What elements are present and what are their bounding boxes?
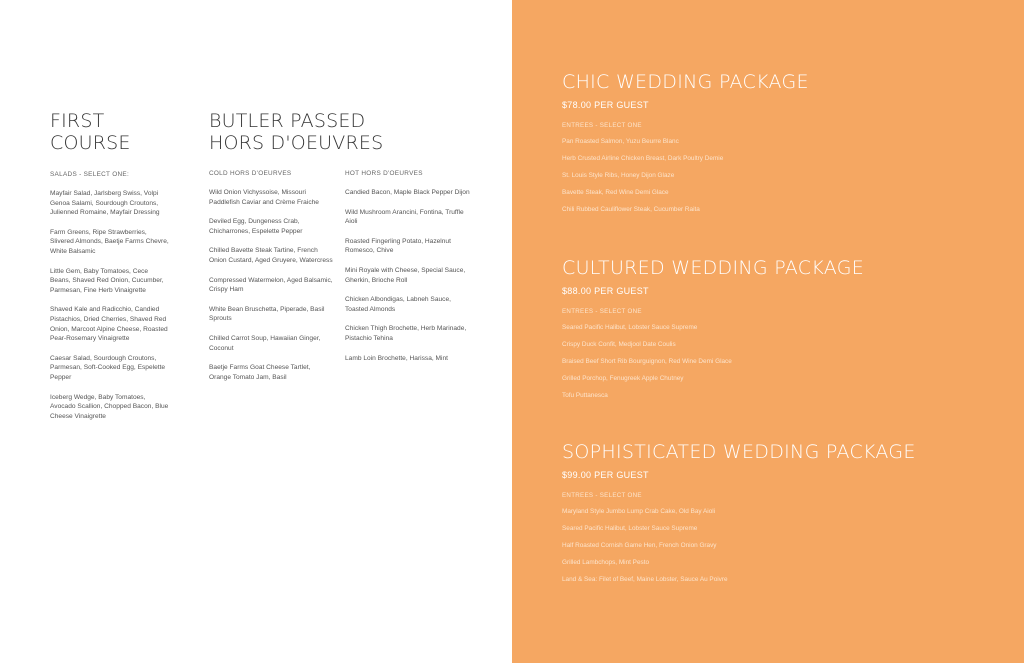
first-course-section [50, 110, 170, 431]
menu-item: Deviled Egg, Dungeness Crab, Chicharrones, Espelette Pepper [209, 218, 303, 235]
first-course-heading-line-2: COURSE [50, 132, 131, 154]
package-title: CHIC WEDDING PACKAGE [562, 71, 809, 93]
package-title: SOPHISTICATED WEDDING PACKAGE [562, 441, 916, 463]
menu-item: Chicken Thigh Brochette, Herb Marinade, Pistachio Tehina [345, 325, 467, 342]
package-entree: Grilled Porchop, Fenugreek Apple Chutney [562, 375, 684, 382]
butler-passed-heading-line-1: BUTLER PASSED [209, 110, 366, 132]
salads-subheading: SALADS - SELECT ONE: [50, 171, 130, 178]
package-entree: Half Roasted Cornish Game Hen, French Onion Gravy [562, 542, 717, 549]
package-entree: Land & Sea: Filet of Beef, Maine Lobster, Sauce Au Poivre [562, 576, 728, 583]
menu-item: Mini Royale with Cheese, Special Sauce, Gherkin, Brioche Roll [345, 266, 466, 284]
package-subheading: ENTREES - SELECT ONE [562, 122, 642, 129]
menu-item: White Bean Bruschetta, Piperade, Basil Sprouts [209, 305, 325, 323]
package-entree: Seared Pacific Halibut, Lobster Sauce Supreme [562, 324, 698, 331]
menu-item: Roasted Fingerling Potato, Hazelnut Romesco, Chive [345, 237, 451, 255]
package-entree: Pan Roasted Salmon, Yuzu Beurre Blanc [562, 138, 679, 145]
package-entree: Crispy Duck Confit, Medjool Date Coulis [562, 341, 676, 348]
menu-item: Shaved Kale and Radicchio, Candied Pistachios, Dried Cherries, Shaved Red Onion, Marcoot Alpine Cheese, Roasted Pear-Rosemary Vinaigrette [50, 306, 168, 343]
menu-item: Little Gem, Baby Tomatoes, Cece Beans, Shaved Red Onion, Cucumber, Parmesan, Fine Herb Vinaigrette [50, 267, 164, 294]
cultured-wedding-package [562, 257, 1002, 400]
package-entree: St. Louis Style Ribs, Honey Dijon Glaze [562, 172, 675, 179]
package-entree: Seared Pacific Halibut, Lobster Sauce Supreme [562, 525, 698, 532]
menu-item: Lamb Loin Brochette, Harissa, Mint [345, 354, 448, 362]
first-course-heading-line-1: FIRST [50, 110, 105, 132]
package-entree: Braised Beef Short Rib Bourguignon, Red Wine Demi Glace [562, 358, 732, 365]
menu-item: Wild Mushroom Arancini, Fontina, Truffle Aioli [345, 208, 464, 226]
menu-item: Mayfair Salad, Jarlsberg Swiss, Volpi Genoa Salami, Sourdough Croutons, Julienned Romaine, Mayfair Dressing [50, 190, 160, 217]
package-price: $99.00 PER GUEST [562, 470, 649, 480]
package-entree: Maryland Style Jumbo Lump Crab Cake, Old Bay Aioli [562, 508, 716, 515]
package-subheading: ENTREES - SELECT ONE [562, 308, 642, 315]
butler-passed-heading [209, 110, 509, 154]
package-entree: Tofu Puttanesca [562, 392, 608, 399]
butler-passed-section [209, 110, 509, 154]
hot-hors-doeuvres-column [345, 170, 470, 373]
menu-item: Candied Bacon, Maple Black Pepper Dijon [345, 189, 470, 196]
right-page [512, 0, 1024, 663]
chic-wedding-package [562, 71, 1002, 214]
menu-item: Farm Greens, Ripe Strawberries, Slivered Almonds, Baetje Farms Chevre, White Balsamic [50, 228, 169, 255]
butler-passed-heading-line-2: HORS D'OEUVRES [209, 132, 384, 154]
package-subheading: ENTREES - SELECT ONE [562, 492, 642, 499]
menu-item: Compressed Watermelon, Aged Balsamic, Crispy Ham [209, 276, 333, 294]
cold-hors-doeuvres-column [209, 170, 334, 392]
menu-item: Chilled Carrot Soup, Hawaiian Ginger, Coconut [209, 334, 321, 352]
sophisticated-wedding-package [562, 441, 1002, 584]
menu-item: Chilled Bavette Steak Tartine, French Onion Custard, Aged Gruyere, Watercress [209, 247, 333, 264]
hot-subheading: HOT HORS D'OEURVES [345, 170, 423, 177]
package-entree: Grilled Lambchops, Mint Pesto [562, 559, 650, 566]
package-price: $78.00 PER GUEST [562, 100, 649, 110]
menu-item: Caesar Salad, Sourdough Croutons, Parmesan, Soft-Cooked Egg, Espelette Pepper [50, 354, 166, 381]
menu-item: Wild Onion Vichyssoise, Missouri Paddlefish Caviar and Crème Fraiche [209, 189, 319, 206]
package-entree: Herb Crusted Airline Chicken Breast, Dark Poultry Demie [562, 155, 724, 162]
menu-item: Chicken Albondigas, Labneh Sauce, Toasted Almonds [345, 296, 451, 313]
cold-subheading: COLD HORS D'OEURVES [209, 170, 292, 177]
menu-item: Baetje Farms Goat Cheese Tartlet, Orange Tomato Jam, Basil [209, 364, 311, 381]
package-title: CULTURED WEDDING PACKAGE [562, 257, 865, 279]
package-entree: Bavette Steak, Red Wine Demi Glace [562, 189, 669, 196]
first-course-heading [50, 110, 170, 154]
package-price: $88.00 PER GUEST [562, 286, 649, 296]
package-entree: Chili Rubbed Cauliflower Steak, Cucumber Raita [562, 206, 700, 213]
menu-item: Iceberg Wedge, Baby Tomatoes, Avocado Scallion, Chopped Bacon, Blue Cheese Vinaigrette [50, 393, 169, 420]
